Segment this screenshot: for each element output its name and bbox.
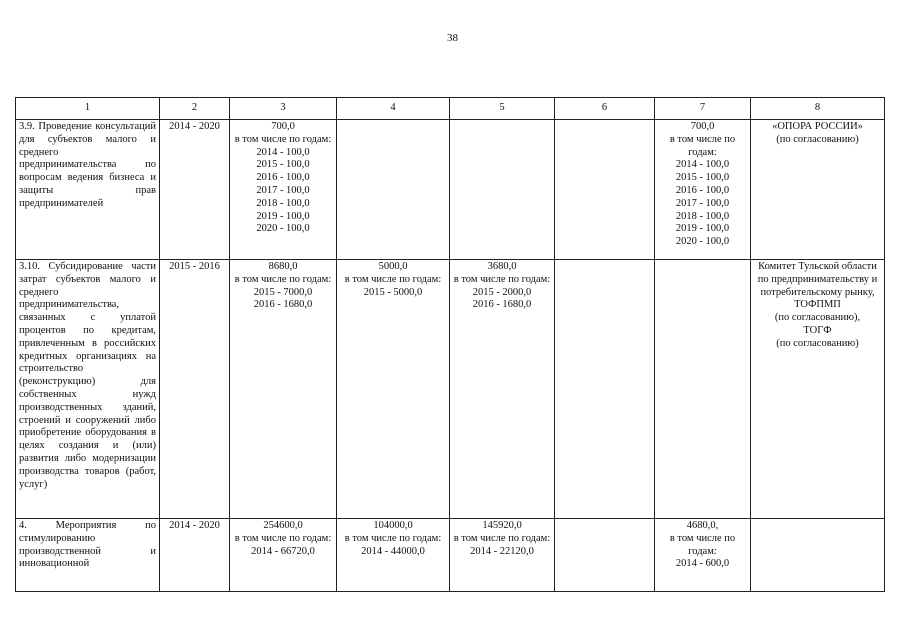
- local-budget-cell: [555, 260, 655, 519]
- cell-line: 700,0: [271, 121, 295, 132]
- cell-line: 4680,0,: [686, 520, 719, 531]
- cell-line: 8680,0: [268, 261, 298, 272]
- cell-line: в том числе по годам:: [453, 532, 551, 544]
- local-budget-cell: [555, 120, 655, 260]
- cell-line: в том числе по годам:: [669, 532, 736, 557]
- extrabudgetary-cell: [655, 260, 751, 519]
- cell-line: ТОФПМП: [794, 299, 841, 311]
- regional-budget-cell: [450, 519, 555, 592]
- header-cell: 3: [230, 98, 337, 120]
- header-cell: 1: [16, 98, 160, 120]
- table-row: [16, 519, 885, 592]
- regional-budget-cell: [450, 120, 555, 260]
- cell-line: 3680,0: [487, 261, 517, 272]
- cell-line: 2016 - 100,0: [256, 172, 310, 184]
- cell-line: 2014 - 66720,0: [251, 545, 315, 557]
- program-activities-table: [15, 97, 885, 592]
- activity-name-cell: 3.10. Субсидирование части затрат субъектов малого и среднего предпринимательства, связанных с уплатой процентов по кредитам, привлеченным в российских кредитных организациях на строительство (реконструкцию) для собственных нужд производственных зданий, строений и сооружений либо приобретение оборудования в целях создания и (или) развития либо модернизации производства товаров (работ, услуг): [16, 260, 160, 519]
- cell-line: 2015 - 2000,0: [472, 286, 532, 298]
- cell-line: 2014 - 100,0: [256, 146, 310, 158]
- header-cell: 7: [655, 98, 751, 120]
- header-cell: 4: [337, 98, 450, 120]
- period-cell: 2014 - 2020: [160, 519, 230, 592]
- cell-line: 2014 - 100,0: [675, 159, 730, 171]
- header-cell: 5: [450, 98, 555, 120]
- header-cell: 2: [160, 98, 230, 120]
- extrabudgetary-cell: [655, 519, 751, 592]
- cell-line: 2015 - 100,0: [675, 172, 730, 184]
- header-cell: 6: [555, 98, 655, 120]
- header-row: [16, 98, 885, 120]
- federal-budget-cell: [337, 519, 450, 592]
- cell-line: в том числе по годам:: [453, 273, 551, 285]
- cell-line: в том числе по годам:: [669, 133, 736, 158]
- activity-name-cell: 3.9. Проведение консультаций для субъектов малого и среднего предпринимательства по вопросам ведения бизнеса и защиты прав предпринимателей: [16, 120, 160, 260]
- cell-line: 2015 - 5000,0: [363, 286, 423, 298]
- cell-line: в том числе по годам:: [234, 532, 332, 544]
- cell-line: 2016 - 100,0: [675, 184, 730, 196]
- cell-line: в том числе по годам:: [234, 273, 332, 285]
- federal-budget-cell: [337, 260, 450, 519]
- cell-line: в том числе по годам:: [344, 532, 442, 544]
- cell-line: 2016 - 1680,0: [253, 299, 313, 311]
- cell-line: 2019 - 100,0: [256, 210, 310, 222]
- cell-line: 2015 - 7000,0: [253, 286, 313, 298]
- page-number: 38: [447, 32, 458, 44]
- cell-line: 2014 - 22120,0: [470, 545, 534, 557]
- extrabudgetary-cell: [655, 120, 751, 260]
- cell-line: 700,0: [690, 121, 715, 132]
- cell-line: 2016 - 1680,0: [472, 299, 532, 311]
- cell-line: 2018 - 100,0: [256, 197, 310, 209]
- federal-budget-cell: [337, 120, 450, 260]
- total-funding-cell: [230, 120, 337, 260]
- cell-line: 2020 - 100,0: [256, 223, 310, 235]
- table-row: [16, 260, 885, 519]
- executor-cell: [751, 120, 885, 260]
- cell-line: 145920,0: [482, 520, 522, 531]
- executor-cell: [751, 260, 885, 519]
- cell-line: 2017 - 100,0: [675, 197, 730, 209]
- regional-budget-cell: [450, 260, 555, 519]
- cell-line: 2015 - 100,0: [256, 159, 310, 171]
- cell-line: в том числе по годам:: [344, 273, 442, 285]
- cell-line: 254600,0: [263, 520, 303, 531]
- cell-line: 2019 - 100,0: [675, 223, 730, 235]
- local-budget-cell: [555, 519, 655, 592]
- cell-line: (по согласованию): [776, 337, 859, 349]
- activity-name-cell: 4. Мероприятия по стимулированию производственной и инновационной: [16, 519, 160, 592]
- cell-line: 104000,0: [373, 520, 413, 531]
- table-row: [16, 120, 885, 260]
- cell-line: в том числе по годам:: [234, 133, 332, 145]
- period-cell: 2014 - 2020: [160, 120, 230, 260]
- cell-line: «ОПОРА РОССИИ»: [772, 121, 863, 132]
- header-cell: 8: [751, 98, 885, 120]
- cell-line: (по согласованию): [776, 133, 859, 145]
- period-cell: 2015 - 2016: [160, 260, 230, 519]
- total-funding-cell: [230, 260, 337, 519]
- cell-line: 2014 - 600,0: [675, 558, 730, 570]
- executor-cell: [751, 519, 885, 592]
- cell-line: 2014 - 44000,0: [361, 545, 425, 557]
- cell-line: 2018 - 100,0: [675, 210, 730, 222]
- cell-line: 2020 - 100,0: [675, 236, 730, 248]
- total-funding-cell: [230, 519, 337, 592]
- cell-line: ТОГФ: [803, 324, 832, 336]
- cell-line: (по согласованию),: [774, 312, 861, 324]
- cell-line: Комитет Тульской области по предпринимательству и потребительскому рынку,: [757, 261, 878, 298]
- cell-line: 2017 - 100,0: [256, 184, 310, 196]
- cell-line: 5000,0: [378, 261, 408, 272]
